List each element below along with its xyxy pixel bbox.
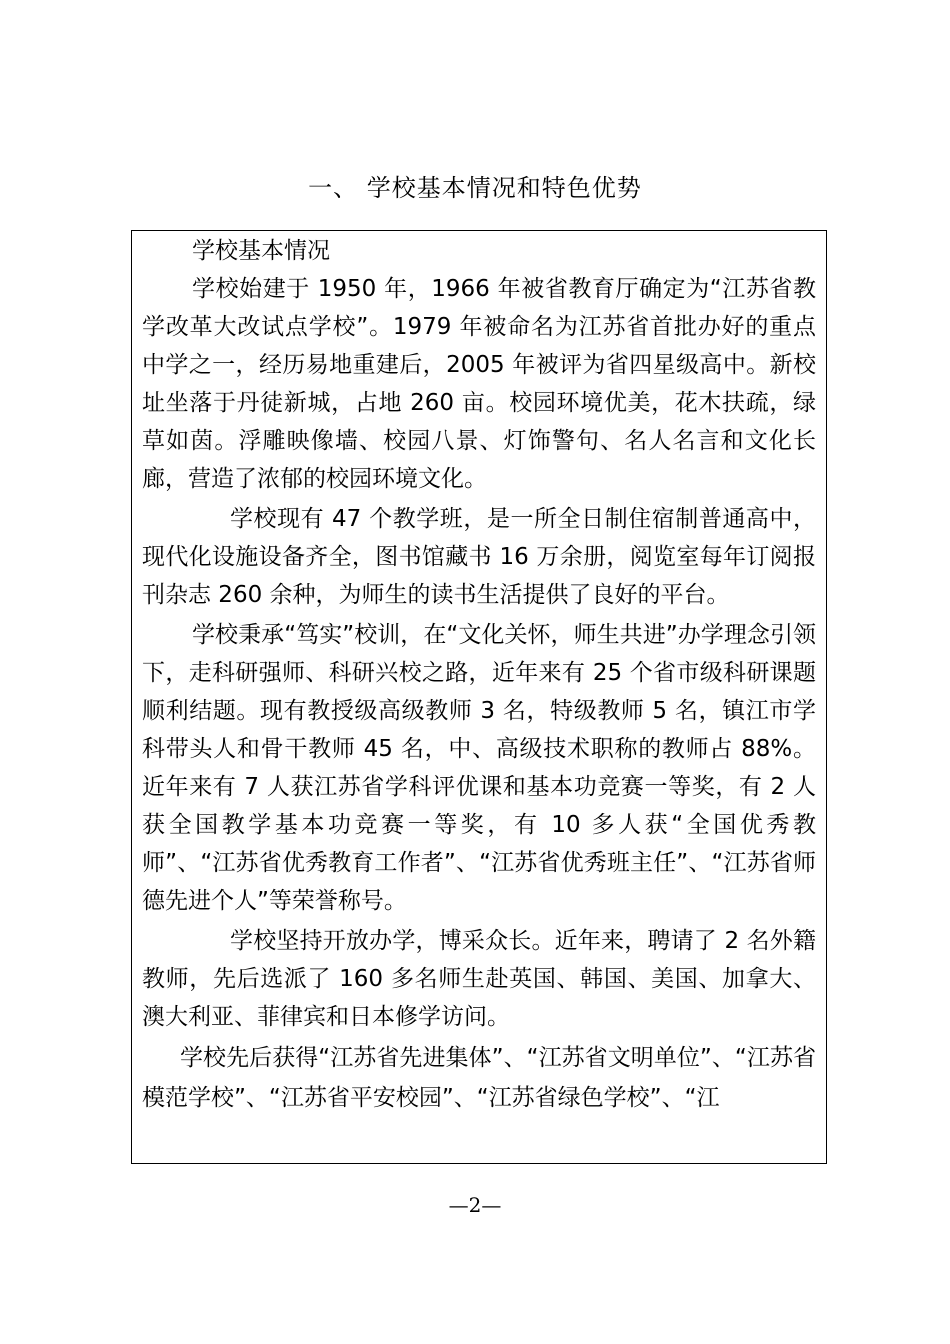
paragraph-honors: 学校先后获得“江苏省先进集体”、“江苏省文明单位”、“江苏省模范学校”、“江苏省平安校园”、“江苏省绿色学校”、“江 bbox=[142, 1045, 816, 1111]
subsection-title: 学校基本情况 bbox=[192, 238, 330, 264]
content-body bbox=[142, 231, 816, 1118]
paragraph-facilities: 学校现有 47 个教学班，是一所全日制住宿制普通高中，现代化设施设备齐全，图书馆藏书 16 万余册，阅览室每年订阅报刊杂志 260 余种，为师生的读书生活提供了良好的平台。 bbox=[142, 506, 816, 608]
paragraph-history: 学校始建于 1950 年，1966 年被省教育厅确定为“江苏省教学改革大改试点学校”。1979 年被命名为江苏省首批办好的重点中学之一，经历易地重建后，2005 年被评为省四星级高中。新校址坐落于丹徒新城，占地 260 亩。校园环境优美，花木扶疏，绿草如茵。浮雕映像墙、校园八景、灯饰警句、名人名言和文化长廊，营造了浓郁的校园环境文化。 bbox=[142, 276, 816, 492]
section-heading: 一、 学校基本情况和特色优势 bbox=[308, 174, 642, 202]
page-number: —2— bbox=[448, 1193, 502, 1217]
paragraph-international: 学校坚持开放办学，博采众长。近年来，聘请了 2 名外籍教师，先后选派了 160 多名师生赴英国、韩国、美国、加拿大、澳大利亚、菲律宾和日本修学访问。 bbox=[142, 928, 816, 1030]
content-box bbox=[131, 230, 827, 1164]
paragraph-teachers: 学校秉承“笃实”校训，在“文化关怀，师生共进”办学理念引领下，走科研强师、科研兴校之路，近年来有 25 个省市级科研课题顺利结题。现有教授级高级教师 3 名，特级教师 5 名，镇江市学科带头人和骨干教师 45 名，中、高级技术职称的教师占 88%。近年来有 7 人获江苏省学科评优课和基本功竞赛一等奖，有 2 人获全国教学基本功竞赛一等奖，有 10 多人获“全国优秀教师”、“江苏省优秀教育工作者”、“江苏省优秀班主任”、“江苏省师德先进个人”等荣誉称号。 bbox=[142, 622, 816, 914]
